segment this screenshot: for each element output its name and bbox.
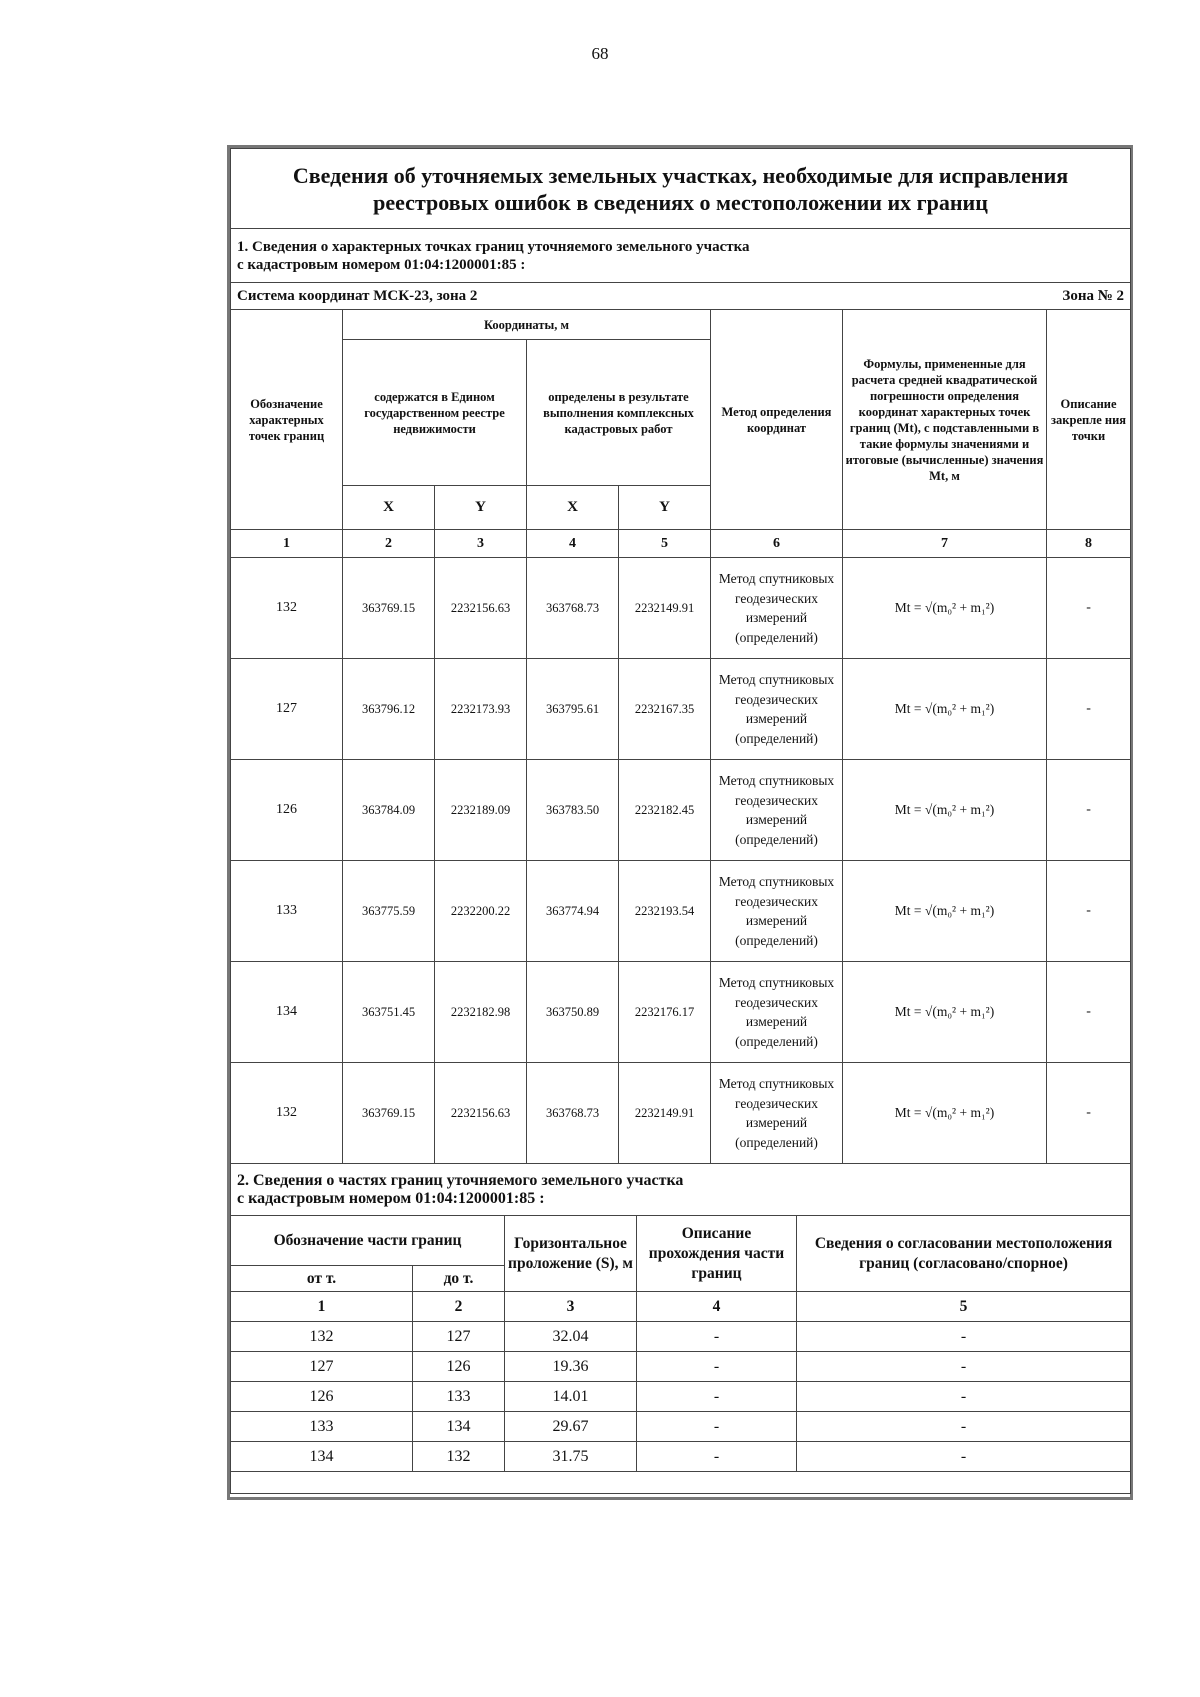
point-designation: 133 xyxy=(231,861,343,962)
table-row xyxy=(231,659,1131,760)
col-num: 3 xyxy=(505,1292,637,1322)
determined-y: 2232149.91 xyxy=(619,558,711,659)
description-cell: - xyxy=(1047,558,1131,659)
registry-x: 363775.59 xyxy=(343,861,435,962)
formula-cell: Mt = √(m₀² + m₁²) xyxy=(843,760,1047,861)
registry-y: 2232156.63 xyxy=(435,1063,527,1164)
formula-cell: Mt = √(m₀² + m₁²) xyxy=(843,659,1047,760)
determined-y: 2232176.17 xyxy=(619,962,711,1063)
to-point: 132 xyxy=(413,1442,505,1472)
section1-heading-line1: 1. Сведения о характерных точках границ уточняемого земельного участка xyxy=(237,238,750,255)
header-x2: X xyxy=(527,486,619,530)
document-frame xyxy=(227,145,1133,1500)
header-y2: Y xyxy=(619,486,711,530)
header-in-registry: содержатся в Едином государственном реестре недвижимости xyxy=(343,340,527,486)
determined-x: 363795.61 xyxy=(527,659,619,760)
col-num: 2 xyxy=(343,530,435,558)
coord-system: Система координат МСК-23, зона 2 xyxy=(237,288,478,304)
col-num: 6 xyxy=(711,530,843,558)
horizontal-distance: 19.36 xyxy=(505,1352,637,1382)
section2-heading-line2: с кадастровым номером 01:04:1200001:85 : xyxy=(237,1189,545,1207)
point-designation: 134 xyxy=(231,962,343,1063)
formula-cell: Mt = √(m₀² + m₁²) xyxy=(843,558,1047,659)
from-point: 134 xyxy=(231,1442,413,1472)
method-cell: Метод спутниковых геодезических измерений (определений) xyxy=(711,760,843,861)
horizontal-distance: 29.67 xyxy=(505,1412,637,1442)
horizontal-distance: 32.04 xyxy=(505,1322,637,1352)
method-cell: Метод спутниковых геодезических измерений (определений) xyxy=(711,558,843,659)
determined-x: 363768.73 xyxy=(527,558,619,659)
points-body xyxy=(231,558,1131,1164)
section1-heading xyxy=(231,229,1131,283)
formula-cell: Mt = √(m₀² + m₁²) xyxy=(843,962,1047,1063)
header-coordinates: Координаты, м xyxy=(343,310,711,340)
to-point: 134 xyxy=(413,1412,505,1442)
col-num: 8 xyxy=(1047,530,1131,558)
header-point-designation: Обозначение характерных точек границ xyxy=(231,310,343,530)
registry-x: 363769.15 xyxy=(343,558,435,659)
description-cell: - xyxy=(1047,659,1131,760)
section2-heading-line1: 2. Сведения о частях границ уточняемого земельного участка xyxy=(237,1171,684,1189)
table-row xyxy=(231,1352,1131,1382)
header-method: Метод определения координат xyxy=(711,310,843,530)
horizontal-distance: 14.01 xyxy=(505,1382,637,1412)
passage-cell: - xyxy=(637,1382,797,1412)
passage-cell: - xyxy=(637,1352,797,1382)
formula-cell: Mt = √(m₀² + m₁²) xyxy=(843,1063,1047,1164)
description-cell: - xyxy=(1047,861,1131,962)
col-num: 1 xyxy=(231,530,343,558)
zone-label: Зона № 2 xyxy=(1062,288,1125,304)
registry-x: 363784.09 xyxy=(343,760,435,861)
agreement-cell: - xyxy=(797,1352,1131,1382)
determined-y: 2232149.91 xyxy=(619,1063,711,1164)
agreement-cell: - xyxy=(797,1382,1131,1412)
passage-cell: - xyxy=(637,1322,797,1352)
col-num: 4 xyxy=(637,1292,797,1322)
point-designation: 132 xyxy=(231,558,343,659)
passage-cell: - xyxy=(637,1412,797,1442)
point-designation: 132 xyxy=(231,1063,343,1164)
parts-body xyxy=(231,1322,1131,1494)
to-point: 127 xyxy=(413,1322,505,1352)
from-point: 127 xyxy=(231,1352,413,1382)
horizontal-distance: 31.75 xyxy=(505,1442,637,1472)
table-row xyxy=(231,558,1131,659)
registry-y: 2232189.09 xyxy=(435,760,527,861)
table-row xyxy=(231,1382,1131,1412)
header-description: Описание закрепле ния точки xyxy=(1047,310,1131,530)
table-row xyxy=(231,1322,1131,1352)
coord-system-row xyxy=(231,283,1131,310)
registry-y: 2232200.22 xyxy=(435,861,527,962)
header-formulas: Формулы, примененные для расчета средней квадратической погрешности определения координат характерных точек границ (Mt), с подставленными в такие формулы значениями и итоговые (вычисленные) значения Mt, м xyxy=(843,310,1047,530)
header-passage: Описание прохождения части границ xyxy=(637,1216,797,1292)
table-row xyxy=(231,962,1131,1063)
header-horizontal: Горизонтальное проложение (S), м xyxy=(505,1216,637,1292)
method-cell: Метод спутниковых геодезических измерений (определений) xyxy=(711,861,843,962)
determined-y: 2232182.45 xyxy=(619,760,711,861)
description-cell: - xyxy=(1047,760,1131,861)
col-num: 5 xyxy=(619,530,711,558)
col-num: 2 xyxy=(413,1292,505,1322)
determined-x: 363774.94 xyxy=(527,861,619,962)
to-point: 133 xyxy=(413,1382,505,1412)
determined-x: 363768.73 xyxy=(527,1063,619,1164)
section2-heading xyxy=(231,1164,1131,1216)
table-row xyxy=(231,1063,1131,1164)
registry-x: 363796.12 xyxy=(343,659,435,760)
empty-row xyxy=(231,1472,1131,1494)
section1-heading-line2: с кадастровым номером 01:04:1200001:85 : xyxy=(237,256,526,273)
header-agreement: Сведения о согласовании местоположения границ (согласовано/спорное) xyxy=(797,1216,1131,1292)
point-designation: 127 xyxy=(231,659,343,760)
agreement-cell: - xyxy=(797,1442,1131,1472)
registry-y: 2232173.93 xyxy=(435,659,527,760)
col-num: 5 xyxy=(797,1292,1131,1322)
method-cell: Метод спутниковых геодезических измерений (определений) xyxy=(711,1063,843,1164)
registry-y: 2232156.63 xyxy=(435,558,527,659)
registry-x: 363751.45 xyxy=(343,962,435,1063)
from-point: 133 xyxy=(231,1412,413,1442)
table-row xyxy=(231,861,1131,962)
col-num: 1 xyxy=(231,1292,413,1322)
column-number-row xyxy=(231,530,1131,558)
determined-y: 2232167.35 xyxy=(619,659,711,760)
page-number: 68 xyxy=(591,44,609,63)
points-table xyxy=(230,148,1131,1164)
determined-x: 363750.89 xyxy=(527,962,619,1063)
header-y1: Y xyxy=(435,486,527,530)
agreement-cell: - xyxy=(797,1412,1131,1442)
header-part-designation: Обозначение части границ xyxy=(231,1216,505,1266)
method-cell: Метод спутниковых геодезических измерений (определений) xyxy=(711,962,843,1063)
from-point: 126 xyxy=(231,1382,413,1412)
formula-cell: Mt = √(m₀² + m₁²) xyxy=(843,861,1047,962)
column-number-row-2 xyxy=(231,1292,1131,1322)
col-num: 4 xyxy=(527,530,619,558)
parts-table xyxy=(230,1163,1131,1494)
header-x1: X xyxy=(343,486,435,530)
header-from: от т. xyxy=(231,1266,413,1292)
document-title: Сведения об уточняемых земельных участках, необходимые для исправления реестровых ошибок в сведениях о местоположении их границ xyxy=(231,149,1131,229)
method-cell: Метод спутниковых геодезических измерений (определений) xyxy=(711,659,843,760)
table-row xyxy=(231,1412,1131,1442)
header-to: до т. xyxy=(413,1266,505,1292)
determined-y: 2232193.54 xyxy=(619,861,711,962)
determined-x: 363783.50 xyxy=(527,760,619,861)
col-num: 7 xyxy=(843,530,1047,558)
to-point: 126 xyxy=(413,1352,505,1382)
col-num: 3 xyxy=(435,530,527,558)
empty-cell xyxy=(231,1472,1131,1494)
description-cell: - xyxy=(1047,1063,1131,1164)
from-point: 132 xyxy=(231,1322,413,1352)
registry-x: 363769.15 xyxy=(343,1063,435,1164)
description-cell: - xyxy=(1047,962,1131,1063)
agreement-cell: - xyxy=(797,1322,1131,1352)
table-row xyxy=(231,760,1131,861)
point-designation: 126 xyxy=(231,760,343,861)
registry-y: 2232182.98 xyxy=(435,962,527,1063)
passage-cell: - xyxy=(637,1442,797,1472)
table-row xyxy=(231,1442,1131,1472)
header-determined: определены в результате выполнения комплексных кадастровых работ xyxy=(527,340,711,486)
